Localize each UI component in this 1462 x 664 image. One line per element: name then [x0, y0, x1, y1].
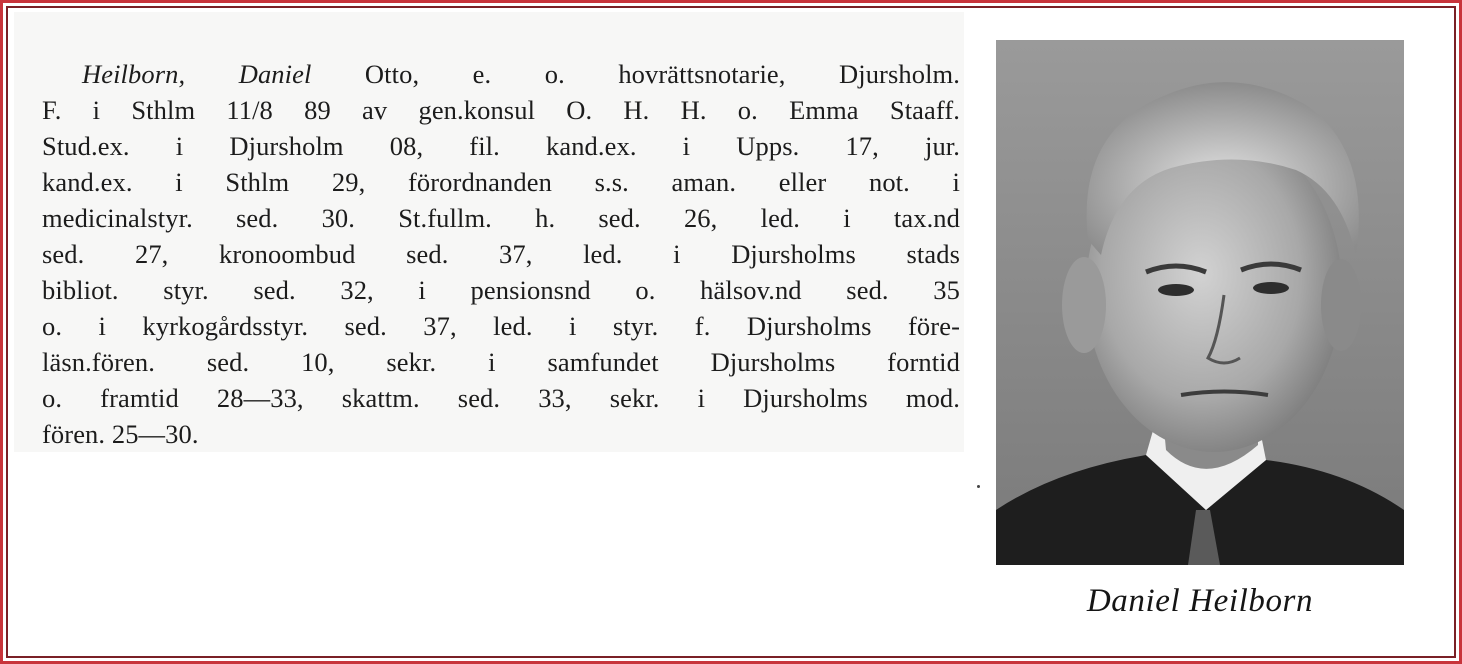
bio-line-9: läsn.fören. sed. 10, sekr. i samfundet Djursholms forntid — [42, 347, 960, 377]
bio-line-3: Stud.ex. i Djursholm 08, fil. kand.ex. i Upps. 17, jur. — [42, 131, 960, 161]
bio-line-5: medicinalstyr. sed. 30. St.fullm. h. sed. 26, led. i tax.nd — [42, 203, 960, 233]
print-speck — [977, 485, 980, 488]
portrait-illustration — [996, 40, 1404, 565]
bio-line-2: F. i Sthlm 11/8 89 av gen.konsul O. H. H. o. Emma Staaff. — [42, 95, 960, 125]
bio-line-8: o. i kyrkogårdsstyr. sed. 37, led. i styr. f. Djursholms före- — [42, 311, 960, 341]
bio-line-6: sed. 27, kronoombud sed. 37, led. i Djursholms stads — [42, 239, 960, 269]
bio-line-7: bibliot. styr. sed. 32, i pensionsnd o. hälsov.nd sed. 35 — [42, 275, 960, 305]
bio-line-11: fören. 25—30. — [42, 419, 199, 449]
bio-line-1 — [42, 56, 960, 92]
portrait-photo — [996, 40, 1404, 565]
entry-title: Otto, e. o. hovrättsnotarie, Djursholm. — [311, 59, 960, 89]
entry-name: Heilborn, Daniel — [82, 59, 312, 89]
bio-line-10: o. framtid 28—33, skattm. sed. 33, sekr. i Djursholms mod. — [42, 383, 960, 413]
portrait-caption: Daniel Heilborn — [1086, 583, 1314, 619]
biography-entry — [42, 56, 960, 452]
bio-line-4: kand.ex. i Sthlm 29, förordnanden s.s. aman. eller not. i — [42, 167, 960, 197]
